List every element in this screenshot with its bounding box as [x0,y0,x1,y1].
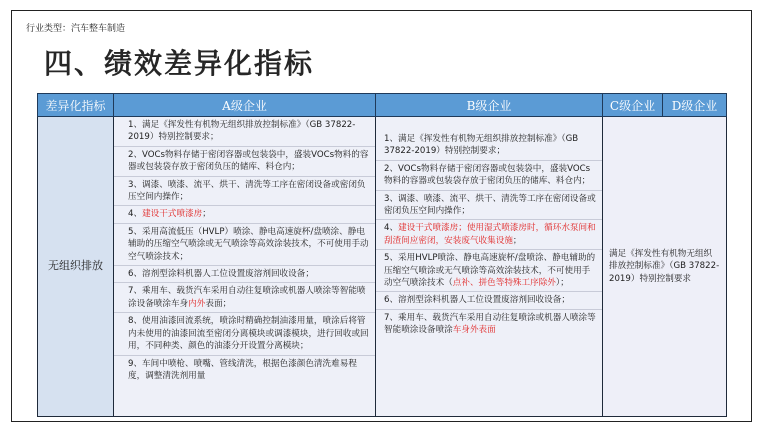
highlighted-text: 车身外表面 [452,325,496,336]
requirement-text: 2、VOCs物料存储于密闭容器或包装袋中，盛装VOCs物料的容器或包装袋存放于密闭负压的储库、料仓内； [384,163,591,187]
requirement-item [114,266,375,283]
column-header-metric: 差异化指标 [38,94,114,117]
highlighted-text: 内外 [188,298,206,309]
requirement-text: 5、采用HVLP喷涂、静电高速旋杯/盘喷涂、静电辅助的压缩空气喷涂或无气喷涂等高效涂装技术，不可使用手动空气喷涂技术（ [384,253,596,289]
grade-cd-requirement: 满足《挥发性有机物无组织排放控制标准》（GB 37822-2019）特别控制要求 [609,248,720,284]
requirement-item [114,356,375,385]
grade-a-requirements [114,117,375,384]
requirement-text: 3、调漆、喷漆、流平、烘干、清洗等工序在密闭设备或密闭负压空间内操作； [384,193,596,217]
requirement-item [114,117,375,147]
requirement-text: ）； [555,278,569,289]
requirement-item [376,220,602,250]
metric-cell: 无组织排放 [38,117,114,417]
table-row [38,117,727,417]
requirement-item [376,250,602,292]
grade-a-cell [114,117,376,417]
requirement-text: 9、车间中喷枪、喷嘴、管线清洗，根据色漆颜色清洗难易程度，调整清洗剂用量 [128,358,357,381]
table-header-row [38,94,727,117]
page-title: 四、绩效差异化指标 [44,47,315,80]
requirement-item [376,161,602,191]
requirement-item [114,224,375,266]
requirement-item [114,177,375,207]
metrics-table [37,93,727,417]
column-header-b: B级企业 [376,94,603,117]
requirement-item [376,310,602,339]
requirement-text: 1、满足《挥发性有机物无组织排放控制标准》（GB 37822-2019）特别控制要求； [384,134,579,157]
requirement-item [376,131,602,161]
requirement-text: 4、 [128,209,143,220]
requirement-text: 2、VOCs物料存储于密闭容器或包装袋中，盛装VOCs物料的容器或包装袋存放于密闭负压的储库、料仓内； [128,149,369,173]
requirement-item [114,313,375,355]
grade-cd-cell [603,117,727,417]
industry-label: 行业类型：汽车整车制造 [26,24,126,34]
column-header-a: A级企业 [114,94,376,117]
requirement-item [114,147,375,177]
requirement-text: 5、采用高流低压（HVLP）喷涂、静电高速旋杯/盘喷涂、静电辅助的压缩空气喷涂或无气喷涂等高效涂装技术，不可使用手动空气喷涂技术； [128,226,369,262]
column-header-c: C级企业 [603,94,663,117]
requirement-text: ； [202,209,211,220]
highlighted-text: 建设干式喷漆房；使用湿式喷漆房时，循环水泵间和刮渣间应密闭，安装废气收集设施 [384,223,596,246]
requirement-item [376,191,602,221]
requirement-text: ； [512,235,522,246]
requirement-item [114,206,375,223]
requirement-text: 8、使用油漆回流系统，喷涂时精确控制油漆用量，喷涂后将管内未使用的油漆回流至密闭分离模块或调漆模块，进行回收或回用，不同种类、颜色的油漆分开设置分离模块； [128,316,369,352]
requirement-text: 6、溶剂型涂料机器人工位设置废溶剂回收设备； [128,269,314,280]
grade-b-requirements [376,131,602,339]
requirement-item [114,283,375,313]
requirement-text: 4、 [384,223,399,234]
requirement-text: 1、满足《挥发性有机物无组织排放控制标准》（GB 37822-2019）特别控制要求； [128,120,356,143]
requirement-item [376,292,602,309]
requirement-text: 3、调漆、喷漆、流平、烘干、清洗等工序在密闭设备或密闭负压空间内操作； [128,179,366,203]
requirement-text: 7、乘用车、载货汽车采用自动往复喷涂或机器人喷涂等智能喷涂设备喷涂 [384,312,596,336]
column-header-d: D级企业 [663,94,727,117]
requirement-text: 表面； [205,298,232,309]
highlighted-text: 点补、拼色等特殊工序除外 [452,278,556,289]
highlighted-text: 建设干式喷漆房 [142,209,203,220]
requirement-text: 7、乘用车、载货汽车采用自动往复喷涂或机器人喷涂等智能喷涂设备喷涂车身 [128,286,366,309]
grade-b-cell [376,117,603,417]
requirement-text: 6、溶剂型涂料机器人工位设置废溶剂回收设备； [384,295,570,306]
